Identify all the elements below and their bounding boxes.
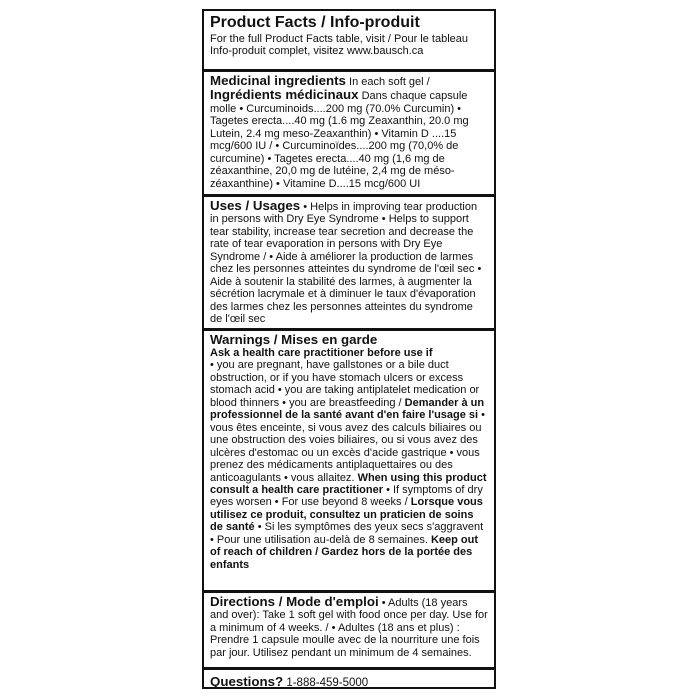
medicinal-ingredients-title-fr: Ingrédients médicinaux [210, 87, 359, 103]
directions-title: Directions / Mode d'emploi [210, 594, 379, 609]
questions-phone: 1-888-459-5000 [283, 677, 369, 689]
warnings-text-2: • vous êtes enceinte, si vous avez des calculs biliaires ou une obstruction des voies biliaires, ou si vous avez des ulcères d'estomac ou un excès d'acide gastrique • vous prenez des médicaments antiplaquettaires ou des anticoagulants • vous allaitez. [210, 409, 486, 484]
product-facts-title: Product Facts / Info-produit [210, 14, 420, 31]
warnings-title: Warnings / Mises en garde [210, 332, 378, 347]
product-facts-label [202, 9, 496, 689]
questions-title: Questions? [210, 674, 284, 689]
warnings-block [210, 347, 488, 571]
medicinal-ingredients-section [204, 69, 494, 194]
warnings-keep-out-of-reach: Keep out of reach of children / Gardez hors de la portée des enfants [210, 533, 478, 571]
warnings-ask-fr: Demander à un professionnel de la santé avant d'en faire l'usage si [210, 396, 485, 422]
medicinal-ingredients-title-en: Medicinal ingredients [210, 73, 346, 88]
medicinal-ingredients-intro: In each soft gel / [345, 76, 430, 88]
warnings-text-3: • If symptoms of dry eyes worsen • For use beyond 8 weeks / [210, 483, 483, 509]
medicinal-ingredients-text: Dans chaque capsule molle • Curcuminoids....200 mg (70.0% Curcumin) • Tagetes erecta....40 mg (1.6 mg Zeaxanthin, 20.0 mg Lutein, 2.4 mg meso-Zeaxanthin) • Vitamin D ....15 mcg/600 IU / • Curcuminoïdes....200 mg (70,0% de curcumine) • Tagetes erecta....40 mg (1,6 mg de zéaxanthine, 20,0 mg de lutéine, 2,4 mg de méso-zéaxanthine) • Vitamine D....15 mcg/600 UI [210, 90, 469, 190]
product-facts-section [204, 11, 494, 69]
uses-section [204, 194, 494, 328]
medicinal-ingredients-block [210, 74, 488, 190]
product-facts-text: For the full Product Facts table, visit / Pour le tableau Info-produit complet, visitez www.bausch.ca [210, 33, 469, 58]
warnings-using-fr: Lorsque vous utilisez ce produit, consultez un praticien de soins de santé [210, 496, 483, 534]
warnings-text-1: • you are pregnant, have gallstones or a bile duct obstruction, or if you have stomach ulcers or excess stomach acid • you are taking antiplatelet medication or blood thinners • you are breastfeeding / [210, 359, 480, 409]
uses-title: Uses / Usages [210, 198, 301, 213]
warnings-using-en: When using this product consult a health care practitioner [210, 471, 487, 496]
questions-section [204, 667, 494, 691]
uses-text: • Helps in improving tear production in persons with Dry Eye Syndrome • Helps to support tear stability, increase tear secretion and decrease the rate of tear evaporation in persons with Dry Eye Syndrome / • Aide à améliorer la production de larmes chez les personnes atteintes du syndrome de l'œil sec • Aide à soutenir la stabilité des larmes, à augmenter la sécrétion lacrymale et à diminuer le taux d'évaporation des larmes chez les personnes atteintes du syndrome de l'œil sec [210, 201, 482, 326]
uses-block [210, 199, 488, 326]
directions-text: • Adults (18 years and over): Take 1 soft gel with food once per day. Use for a minimum of 4 weeks. / • Adultes (18 ans et plus) : Prendre 1 capsule moulle avec de la nourriture une fois par jour. Utilisez pendant un minimum de 4 semaines. [210, 597, 488, 659]
directions-block [210, 595, 488, 659]
warnings-text-4: • Si les symptômes des yeux secs s'aggravent • Pour une utilisation au-delà de 8 semaines. [210, 521, 484, 546]
directions-section [204, 590, 494, 667]
warnings-section [204, 328, 494, 590]
warnings-ask-en: Ask a health care practitioner before use if [210, 347, 433, 359]
